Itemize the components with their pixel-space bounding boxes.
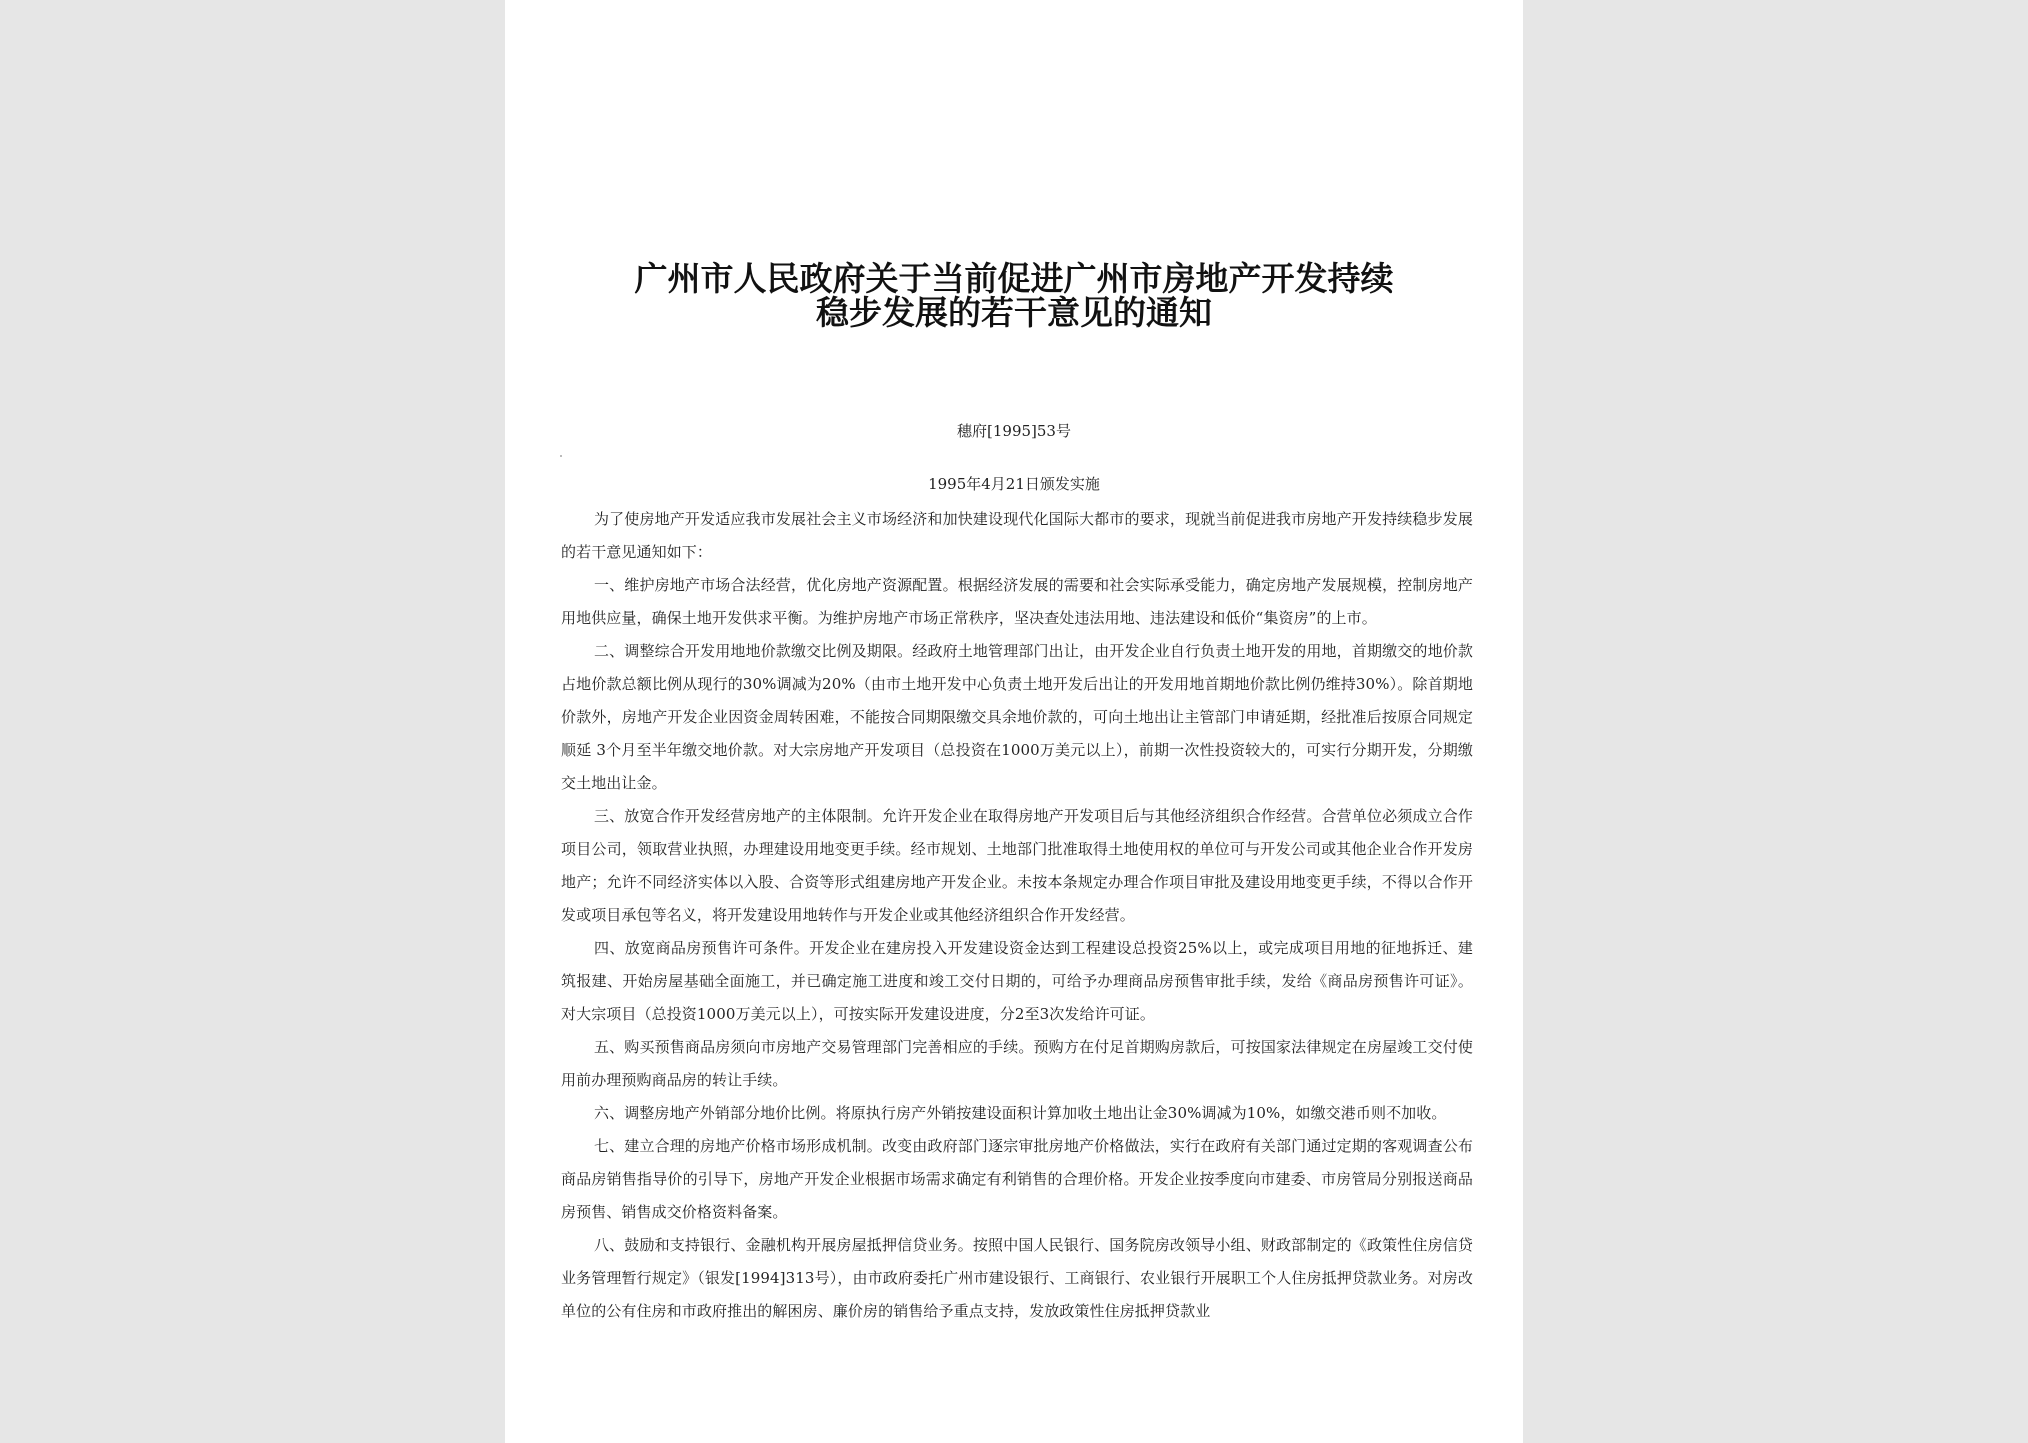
clause-7-paragraph: 七、建立合理的房地产价格市场形成机制。改变由政府部门逐宗审批房地产价格做法，实行在政府有关部门通过定期的客观调查公布商品房销售指导价的引导下，房地产开发企业根据市场需求确定有利销售的合理价格。开发企业按季度向市建委、市房管局分别报送商品房预售、销售成交价格资料备案。 <box>561 1137 1473 1221</box>
clause-8-paragraph: 八、鼓励和支持银行、金融机构开展房屋抵押信贷业务。按照中国人民银行、国务院房改领导小组、财政部制定的《政策性住房信贷业务管理暂行规定》（银发[1994]313号），由市政府委托广州市建设银行、工商银行、农业银行开展职工个人住房抵押贷款业务。对房改单位的公有住房和市政府推出的解困房、廉价房的销售给予重点支持，发放政策性住房抵押贷款业 <box>561 1236 1473 1320</box>
document-title-line-2: 稳步发展的若干意见的通知 <box>816 293 1212 332</box>
clause-1-paragraph: 一、维护房地产市场合法经营，优化房地产资源配置。根据经济发展的需要和社会实际承受能力，确定房地产发展规模，控制房地产用地供应量，确保土地开发供求平衡。为维护房地产市场正常秩序，坚决查处违法用地、违法建设和低价“集资房”的上市。 <box>561 576 1473 627</box>
clause-2-paragraph: 二、调整综合开发用地地价款缴交比例及期限。经政府土地管理部门出让，由开发企业自行负责土地开发的用地，首期缴交的地价款占地价款总额比例从现行的30%调减为20%（由市土地开发中心负责土地开发后出让的开发用地首期地价款比例仍维持30%）。除首期地价款外，房地产开发企业因资金周转困难，不能按合同期限缴交具余地价款的，可向土地出让主管部门申请延期，经批准后按原合同规定顺延 3个月至半年缴交地价款。对大宗房地产开发项目（总投资在1000万美元以上），前期一次性投资较大的，可实行分期开发，分期缴交土地出让金。 <box>561 642 1473 792</box>
clause-6-paragraph: 六、调整房地产外销部分地价比例。将原执行房产外销按建设面积计算加收土地出让金30%调减为10%，如缴交港币则不加收。 <box>594 1104 1447 1122</box>
document-number: 穗府[1995]53号 <box>957 422 1071 440</box>
clause-5-paragraph: 五、购买预售商品房须向市房地产交易管理部门完善相应的手续。预购方在付足首期购房款后，可按国家法律规定在房屋竣工交付使用前办理预购商品房的转让手续。 <box>561 1038 1473 1089</box>
scan-speck <box>560 455 562 457</box>
intro-paragraph: 为了使房地产开发适应我市发展社会主义市场经济和加快建设现代化国际大都市的要求，现就当前促进我市房地产开发持续稳步发展的若干意见通知如下： <box>561 510 1473 561</box>
clause-4-paragraph: 四、放宽商品房预售许可条件。开发企业在建房投入开发建设资金达到工程建设总投资25%以上，或完成项目用地的征地拆迁、建筑报建、开始房屋基础全面施工，并已确定施工进度和竣工交付日期的，可给予办理商品房预售审批手续，发给《商品房预售许可证》。对大宗项目（总投资1000万美元以上），可按实际开发建设进度，分2至3次发给许可证。 <box>561 939 1473 1023</box>
document-body <box>561 503 1473 1328</box>
document-title-line-1: 广州市人民政府关于当前促进广州市房地产开发持续 <box>634 259 1394 298</box>
issue-date: 1995年4月21日颁发实施 <box>928 475 1100 493</box>
document-page <box>505 0 1523 1443</box>
document-title <box>505 259 1523 332</box>
clause-3-paragraph: 三、放宽合作开发经营房地产的主体限制。允许开发企业在取得房地产开发项目后与其他经济组织合作经营。合营单位必须成立合作项目公司，领取营业执照，办理建设用地变更手续。经市规划、土地部门批准取得土地使用权的单位可与开发公司或其他企业合作开发房地产；允许不同经济实体以入股、合资等形式组建房地产开发企业。未按本条规定办理合作项目审批及建设用地变更手续，不得以合作开发或项目承包等名义，将开发建设用地转作与开发企业或其他经济组织合作开发经营。 <box>561 807 1473 924</box>
